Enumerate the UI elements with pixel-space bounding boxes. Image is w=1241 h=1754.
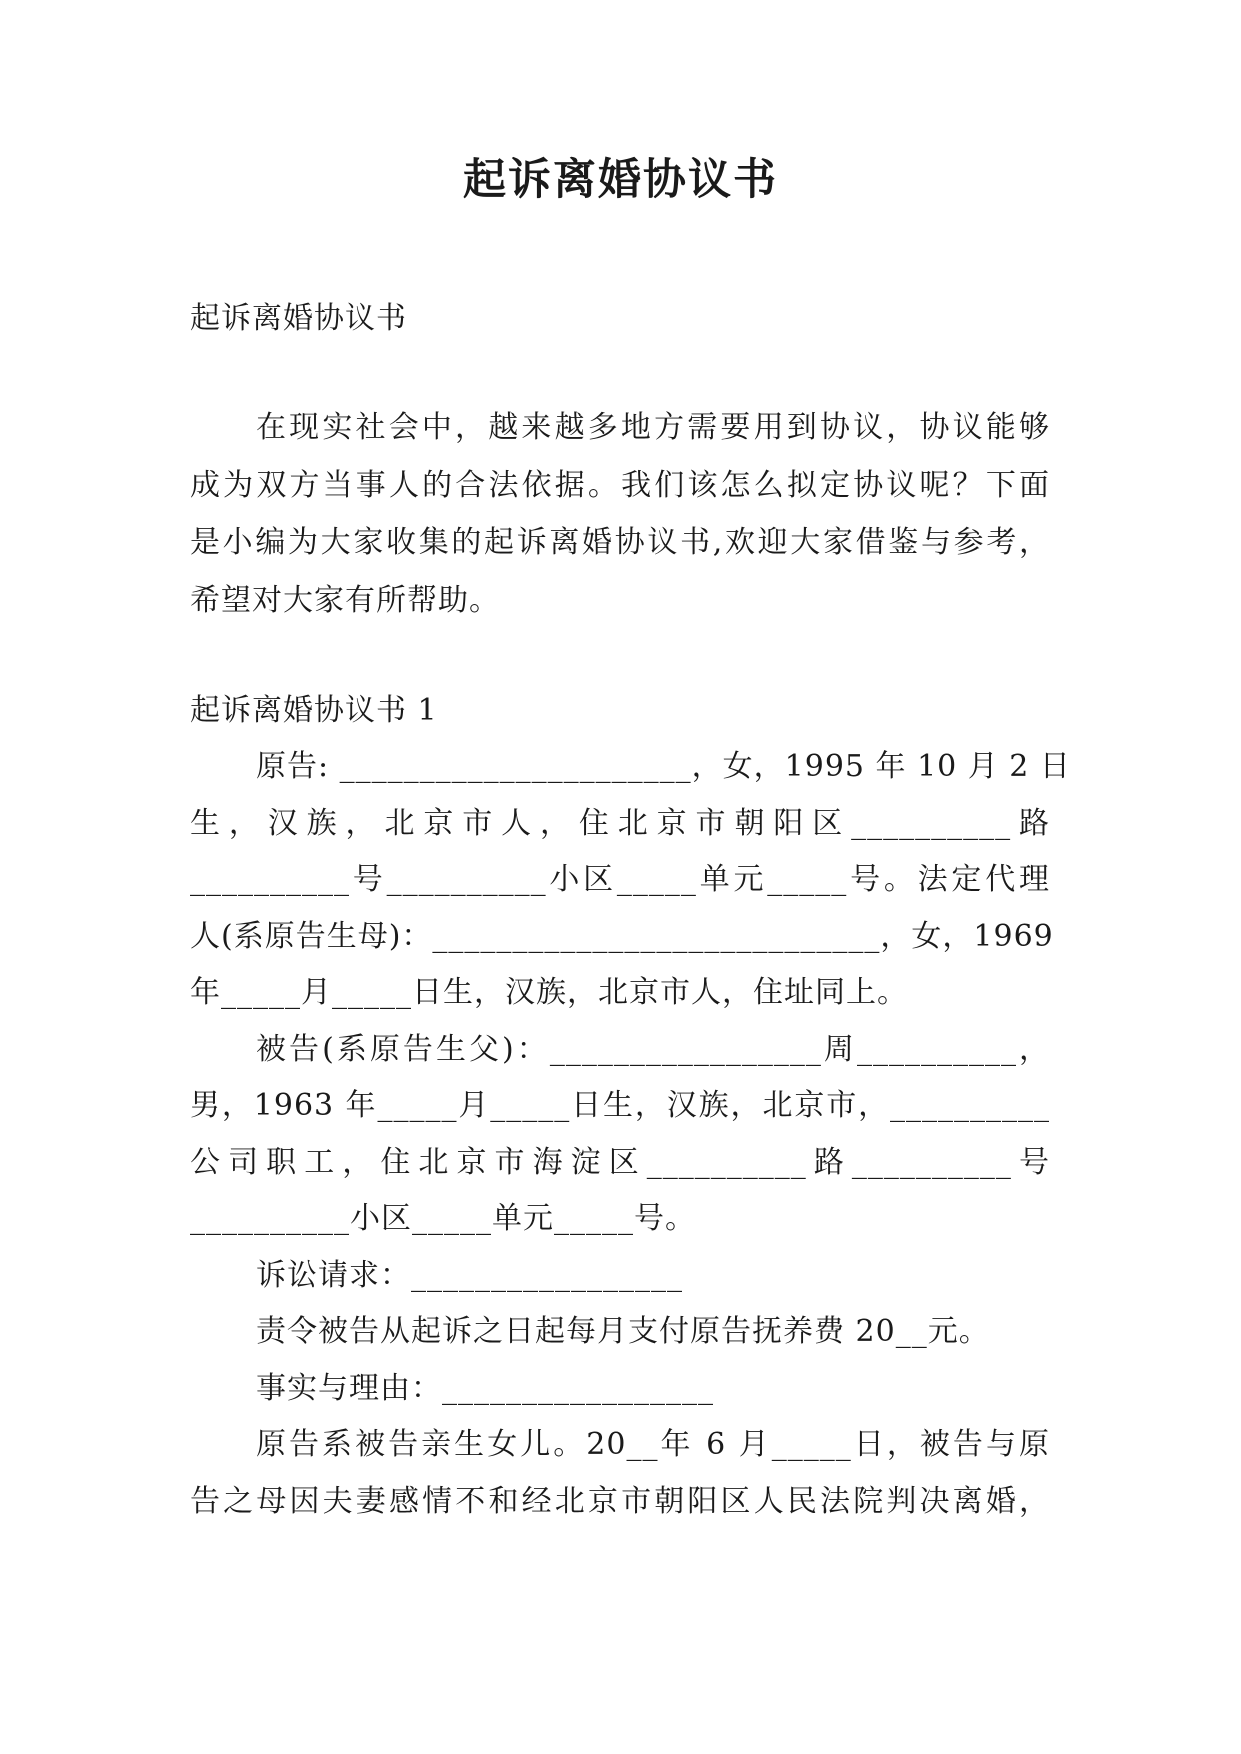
plaintiff-line-4: 人(系原告生母)：____________________________，女，1969 (190, 919, 1054, 954)
section-title: 起诉离婚协议书 1 (190, 693, 438, 728)
facts-line-1: 原告系被告亲生女儿。20__年 6 月_____日，被告与原 (256, 1427, 1050, 1462)
defendant-line-2: 男，1963 年_____月_____日生，汉族，北京市，__________ (190, 1088, 1050, 1123)
defendant-line-1: 被告(系原告生父)：_________________周__________， (256, 1032, 1050, 1067)
plaintiff-line-3: __________号__________小区_____单元_____号。法定代理 (190, 862, 1050, 897)
defendant-line-4: __________小区_____单元_____号。 (190, 1201, 696, 1236)
intro-line-2: 成为双方当事人的合法依据。我们该怎么拟定协议呢？下面 (190, 468, 1050, 503)
plaintiff-line-5: 年_____月_____日生，汉族，北京市人，住址同上。 (190, 975, 908, 1010)
document-title: 起诉离婚协议书 (463, 155, 778, 205)
document-heading: 起诉离婚协议书 (190, 301, 407, 336)
facts-line-2: 告之母因夫妻感情不和经北京市朝阳区人民法院判决离婚， (190, 1484, 1050, 1519)
facts-label: 事实与理由：_________________ (256, 1371, 714, 1406)
claims-label: 诉讼请求：_________________ (256, 1258, 683, 1293)
claims-text: 责令被告从起诉之日起每月支付原告抚养费 20__元。 (256, 1314, 990, 1349)
intro-line-4: 希望对大家有所帮助。 (190, 583, 500, 618)
plaintiff-line-2: 生，汉族，北京市人，住北京市朝阳区__________路 (190, 806, 1050, 841)
plaintiff-line-1: 原告: ______________________，女，1995 年 10 月 2 日 (256, 749, 1071, 784)
intro-line-3: 是小编为大家收集的起诉离婚协议书,欢迎大家借鉴与参考， (190, 525, 1050, 560)
defendant-line-3: 公司职工，住北京市海淀区__________路__________号 (190, 1145, 1050, 1180)
intro-line-1: 在现实社会中，越来越多地方需要用到协议，协议能够 (256, 410, 1050, 445)
